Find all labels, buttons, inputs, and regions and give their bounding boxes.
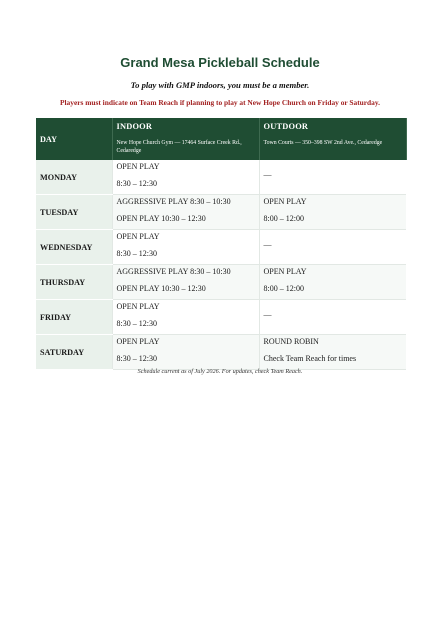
page-title: Grand Mesa Pickleball Schedule [120,55,320,70]
indoor-line: OPEN PLAY [116,232,160,241]
outdoor-cell [259,195,406,230]
footer-note: Schedule current as of July 2026. For updates, check Team Reach. [137,368,303,375]
day-cell: WEDNESDAY [36,230,112,265]
indoor-line: AGGRESSIVE PLAY 8:30 – 10:30 [116,267,231,276]
indoor-line: 8:30 – 12:30 [116,354,157,363]
indoor-cell [112,300,259,335]
outdoor-cell [259,265,406,300]
day-cell: FRIDAY [36,300,112,335]
outdoor-line: Check Team Reach for times [263,354,357,363]
indoor-line: OPEN PLAY 10:30 – 12:30 [116,214,206,223]
indoor-cell [112,265,259,300]
indoor-line: 8:30 – 12:30 [116,319,157,328]
day-column-header: DAY [36,118,112,160]
outdoor-cell [259,230,406,265]
indoor-cell [112,230,259,265]
indoor-cell [112,160,259,195]
indoor-line: OPEN PLAY [116,337,160,346]
outdoor-column-title: OUTDOOR [263,122,309,131]
outdoor-line: OPEN PLAY [263,197,307,206]
indoor-line: AGGRESSIVE PLAY 8:30 – 10:30 [116,197,231,206]
membership-note: To play with GMP indoors, you must be a member. [130,80,310,90]
outdoor-line: — [263,170,272,179]
outdoor-line: — [263,240,272,249]
table-row [36,195,406,230]
day-cell: SATURDAY [36,335,112,370]
outdoor-cell [259,300,406,335]
outdoor-cell [259,160,406,195]
indoor-line: 8:30 – 12:30 [116,249,157,258]
table-row [36,230,406,265]
indoor-cell [112,195,259,230]
outdoor-line: 8:00 – 12:00 [263,284,304,293]
team-reach-notice: Players must indicate on Team Reach if planning to play at New Hope Church on Friday or Saturday. [59,98,380,107]
table-row [36,300,406,335]
day-cell: MONDAY [36,160,112,195]
schedule-table [36,118,407,370]
outdoor-cell [259,335,406,370]
table-header-row [36,118,406,160]
table-row [36,335,406,370]
outdoor-line: 8:00 – 12:00 [263,214,304,223]
outdoor-location: Town Courts — 350–398 SW 2nd Ave., Cedaredge [263,140,383,146]
outdoor-column-header [259,118,406,160]
outdoor-line: OPEN PLAY [263,267,307,276]
indoor-line: OPEN PLAY [116,302,160,311]
table-row [36,265,406,300]
outdoor-line: ROUND ROBIN [263,337,319,346]
indoor-column-header [112,118,259,160]
indoor-column-title: INDOOR [116,122,153,131]
day-cell: THURSDAY [36,265,112,300]
day-cell: TUESDAY [36,195,112,230]
indoor-location: New Hope Church Gym — 17464 Surface Creek Rd., Cedaredge [116,140,242,154]
indoor-line: 8:30 – 12:30 [116,179,157,188]
indoor-line: OPEN PLAY 10:30 – 12:30 [116,284,206,293]
indoor-cell [112,335,259,370]
table-row [36,160,406,195]
outdoor-line: — [263,310,272,319]
indoor-line: OPEN PLAY [116,162,160,171]
